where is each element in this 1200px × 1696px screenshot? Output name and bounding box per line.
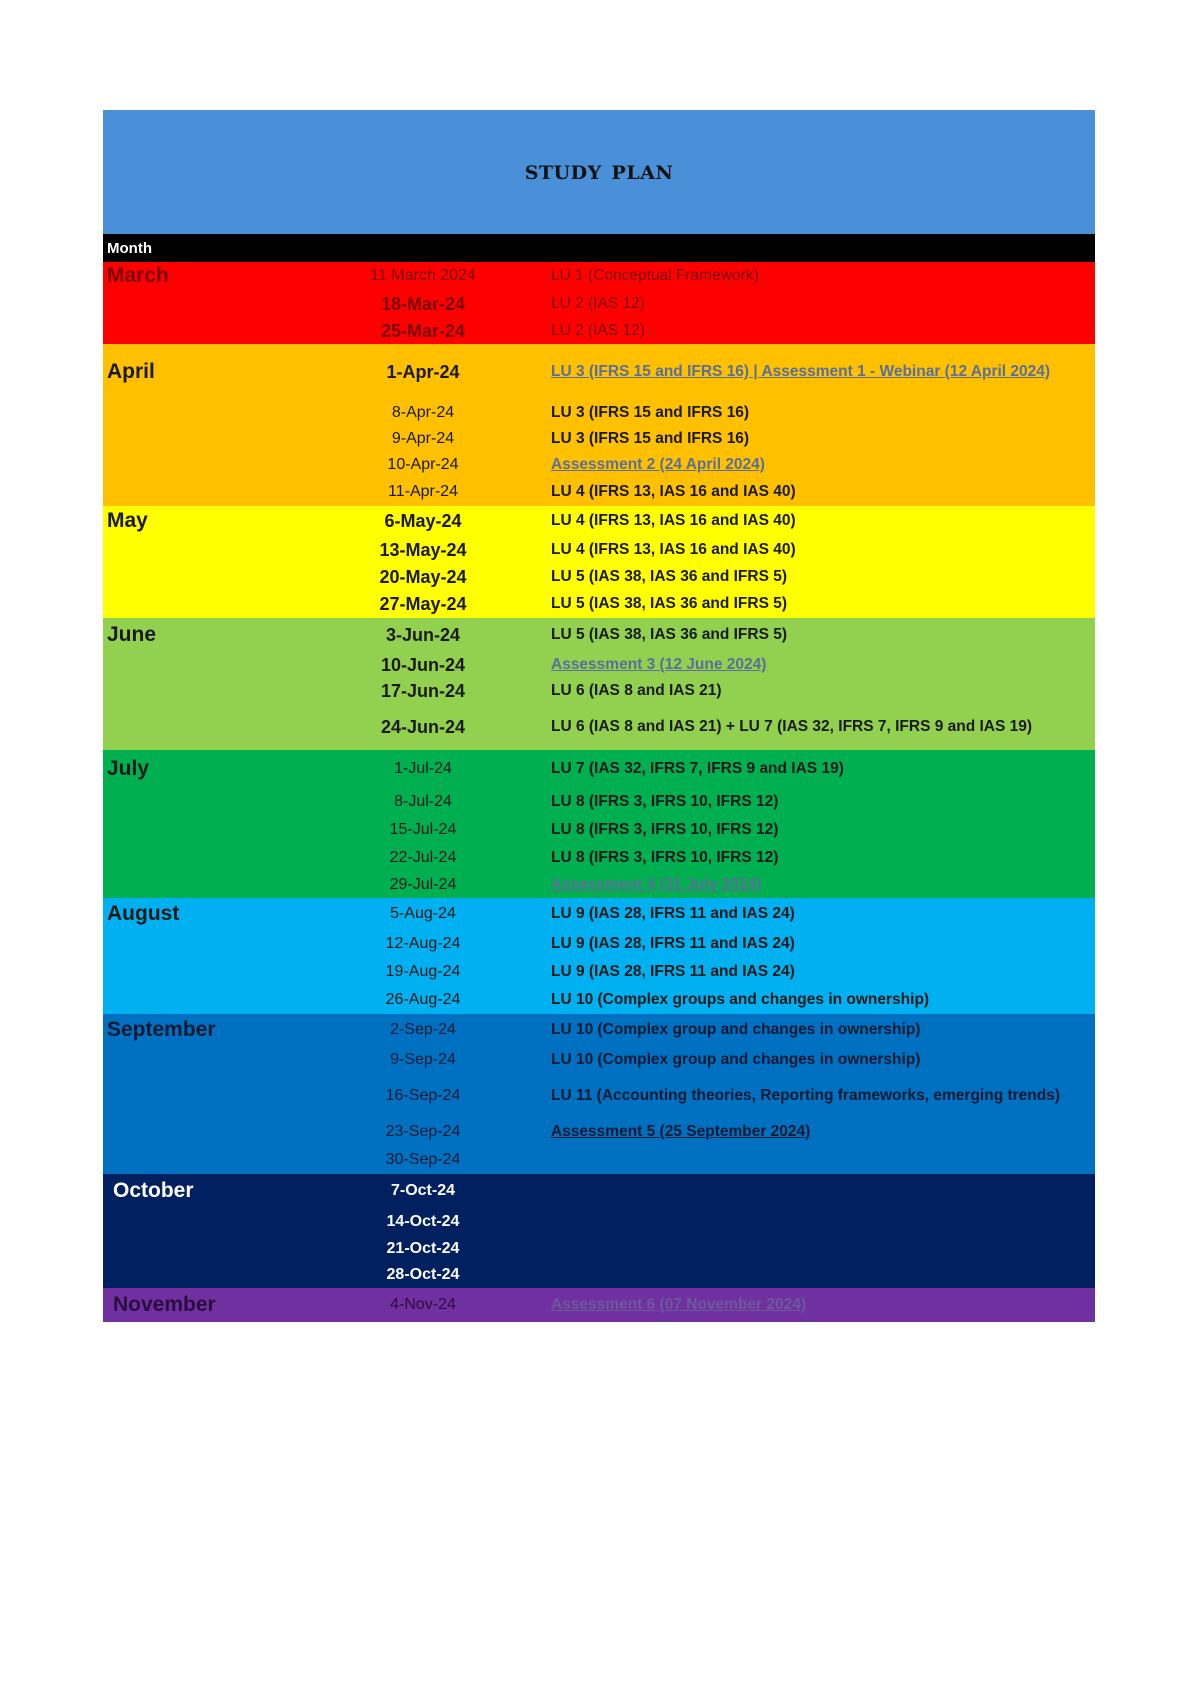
title-band bbox=[103, 110, 1095, 234]
table-row bbox=[103, 678, 1095, 704]
table-row bbox=[103, 898, 1095, 930]
date-cell: 11 March 2024 bbox=[370, 267, 476, 284]
table-row bbox=[103, 652, 1095, 678]
topic-cell: LU 5 (IAS 38, IAS 36 and IFRS 5) bbox=[551, 567, 788, 585]
table-row bbox=[103, 788, 1095, 816]
topic-cell: LU 10 (Complex group and changes in ownership) bbox=[551, 1020, 921, 1038]
page-title: study plan bbox=[524, 154, 674, 186]
table-row bbox=[103, 290, 1095, 318]
table-row bbox=[103, 536, 1095, 564]
date-cell: 9-Sep-24 bbox=[390, 1051, 456, 1068]
topic-cell: LU 11 (Accounting theories, Reporting frameworks, emerging trends) bbox=[551, 1086, 1061, 1104]
topic-cell: LU 8 (IFRS 3, IFRS 10, IFRS 12) bbox=[551, 820, 779, 838]
table-row bbox=[103, 564, 1095, 590]
table-row bbox=[103, 816, 1095, 844]
date-cell: 26-Aug-24 bbox=[385, 991, 461, 1008]
date-cell: 14-Oct-24 bbox=[386, 1213, 460, 1230]
table-row bbox=[103, 318, 1095, 344]
table-row bbox=[103, 750, 1095, 788]
date-cell: 1-Jul-24 bbox=[394, 760, 452, 777]
table-row bbox=[103, 590, 1095, 618]
table-row bbox=[103, 930, 1095, 958]
topic-cell: LU 7 (IAS 32, IFRS 7, IFRS 9 and IAS 19) bbox=[551, 759, 844, 777]
table-row bbox=[103, 478, 1095, 506]
table-row bbox=[103, 986, 1095, 1014]
date-cell: 13-May-24 bbox=[379, 539, 467, 560]
month-section-september bbox=[103, 1014, 1095, 1174]
assessment-link[interactable]: LU 3 (IFRS 15 and IFRS 16) | Assessment 1 - Webinar (12 April 2024) bbox=[551, 362, 1051, 380]
table-row bbox=[103, 1174, 1095, 1208]
study-plan-table bbox=[103, 110, 1095, 1322]
date-cell: 18-Mar-24 bbox=[380, 293, 466, 314]
date-cell: 7-Oct-24 bbox=[390, 1182, 456, 1199]
month-section-april bbox=[103, 344, 1095, 506]
topic-cell: LU 6 (IAS 8 and IAS 21) + LU 7 (IAS 32, IFRS 7, IFRS 9 and IAS 19) bbox=[551, 717, 1033, 735]
table-row bbox=[103, 426, 1095, 452]
date-cell: 23-Sep-24 bbox=[385, 1123, 461, 1140]
date-cell: 10-Apr-24 bbox=[387, 456, 459, 473]
table-row bbox=[103, 262, 1095, 290]
date-cell: 3-Jun-24 bbox=[385, 624, 461, 645]
topic-cell: LU 3 (IFRS 15 and IFRS 16) bbox=[551, 403, 750, 421]
date-cell: 11-Apr-24 bbox=[388, 483, 458, 500]
topic-cell: LU 5 (IAS 38, IAS 36 and IFRS 5) bbox=[551, 594, 788, 612]
topic-cell: LU 9 (IAS 28, IFRS 11 and IAS 24) bbox=[551, 962, 795, 980]
table-row bbox=[103, 958, 1095, 986]
topic-cell: LU 4 (IFRS 13, IAS 16 and IAS 40) bbox=[551, 511, 796, 529]
month-section-may bbox=[103, 506, 1095, 618]
date-cell: 9-Apr-24 bbox=[391, 430, 455, 447]
assessment-link[interactable]: Assessment 2 (24 April 2024) bbox=[551, 455, 765, 473]
date-cell: 6-May-24 bbox=[384, 510, 462, 531]
topic-cell: LU 4 (IFRS 13, IAS 16 and IAS 40) bbox=[551, 482, 796, 500]
month-section-august bbox=[103, 898, 1095, 1014]
date-cell: 16-Sep-24 bbox=[385, 1087, 461, 1104]
month-label: June bbox=[107, 623, 157, 646]
month-section-march bbox=[103, 262, 1095, 344]
date-cell: 20-May-24 bbox=[379, 566, 467, 587]
topic-cell: LU 9 (IAS 28, IFRS 11 and IAS 24) bbox=[551, 904, 795, 922]
topic-cell: LU 2 (IAS 12) bbox=[551, 321, 645, 339]
topic-cell: LU 6 (IAS 8 and IAS 21) bbox=[551, 681, 722, 699]
table-row bbox=[103, 1046, 1095, 1074]
table-row bbox=[103, 1118, 1095, 1146]
topic-cell: LU 2 (IAS 12) bbox=[551, 294, 645, 312]
table-row bbox=[103, 344, 1095, 400]
topic-cell: LU 8 (IFRS 3, IFRS 10, IFRS 12) bbox=[551, 848, 779, 866]
date-cell: 28-Oct-24 bbox=[386, 1266, 460, 1283]
month-label: November bbox=[113, 1293, 216, 1316]
header-row bbox=[103, 234, 1095, 262]
month-label: March bbox=[107, 264, 169, 287]
date-cell: 22-Jul-24 bbox=[389, 849, 457, 866]
month-label: July bbox=[107, 757, 150, 780]
table-row bbox=[103, 506, 1095, 536]
month-sections bbox=[103, 262, 1095, 1322]
topic-cell: LU 3 (IFRS 15 and IFRS 16) bbox=[551, 429, 750, 447]
date-cell: 5-Aug-24 bbox=[390, 905, 456, 922]
table-row bbox=[103, 1262, 1095, 1288]
topic-cell: LU 9 (IAS 28, IFRS 11 and IAS 24) bbox=[551, 934, 795, 952]
date-cell: 29-Jul-24 bbox=[389, 876, 457, 893]
date-cell: 1-Apr-24 bbox=[386, 361, 460, 382]
table-row bbox=[103, 452, 1095, 478]
date-cell: 2-Sep-24 bbox=[390, 1021, 456, 1038]
table-row bbox=[103, 1146, 1095, 1174]
topic-cell: LU 10 (Complex group and changes in ownership) bbox=[551, 1050, 921, 1068]
date-cell: 10-Jun-24 bbox=[380, 654, 466, 675]
table-row bbox=[103, 704, 1095, 750]
table-row bbox=[103, 1208, 1095, 1236]
date-cell: 12-Aug-24 bbox=[385, 935, 461, 952]
table-row bbox=[103, 1014, 1095, 1046]
month-label: May bbox=[107, 509, 148, 532]
table-row bbox=[103, 1074, 1095, 1118]
month-label: April bbox=[107, 360, 155, 383]
month-section-november bbox=[103, 1288, 1095, 1322]
date-cell: 17-Jun-24 bbox=[380, 680, 466, 701]
topic-cell: LU 1 (Conceptual Framework) bbox=[551, 266, 759, 284]
month-label: September bbox=[107, 1018, 216, 1041]
month-section-october bbox=[103, 1174, 1095, 1288]
month-section-july bbox=[103, 750, 1095, 898]
date-cell: 15-Jul-24 bbox=[389, 821, 457, 838]
month-section-june bbox=[103, 618, 1095, 750]
table-row bbox=[103, 1236, 1095, 1262]
month-label: August bbox=[107, 902, 180, 925]
table-row bbox=[103, 400, 1095, 426]
date-cell: 4-Nov-24 bbox=[390, 1296, 456, 1313]
topic-cell: LU 10 (Complex groups and changes in ownership) bbox=[551, 990, 930, 1008]
date-cell: 19-Aug-24 bbox=[385, 963, 461, 980]
table-row bbox=[103, 872, 1095, 898]
date-cell: 8-Apr-24 bbox=[391, 404, 455, 421]
date-cell: 27-May-24 bbox=[379, 593, 467, 614]
date-cell: 8-Jul-24 bbox=[394, 793, 452, 810]
date-cell: 30-Sep-24 bbox=[385, 1151, 461, 1168]
table-row bbox=[103, 1288, 1095, 1322]
date-cell: 21-Oct-24 bbox=[386, 1240, 460, 1257]
table-row bbox=[103, 844, 1095, 872]
assessment-link[interactable]: Assessment 6 (07 November 2024) bbox=[551, 1295, 807, 1313]
date-cell: 24-Jun-24 bbox=[380, 716, 466, 737]
assessment-link[interactable]: Assessment 3 (12 June 2024) bbox=[551, 655, 767, 673]
date-cell: 25-Mar-24 bbox=[380, 320, 466, 341]
topic-cell: LU 4 (IFRS 13, IAS 16 and IAS 40) bbox=[551, 540, 796, 558]
month-label: October bbox=[113, 1179, 194, 1202]
topic-cell: LU 5 (IAS 38, IAS 36 and IFRS 5) bbox=[551, 625, 788, 643]
month-column-header: Month bbox=[107, 239, 152, 257]
assessment-link[interactable]: Assessment 5 (25 September 2024) bbox=[551, 1122, 811, 1140]
table-row bbox=[103, 618, 1095, 652]
assessment-link[interactable]: Assessment 4 (31 July 2024) bbox=[551, 875, 762, 893]
topic-cell: LU 8 (IFRS 3, IFRS 10, IFRS 12) bbox=[551, 792, 779, 810]
